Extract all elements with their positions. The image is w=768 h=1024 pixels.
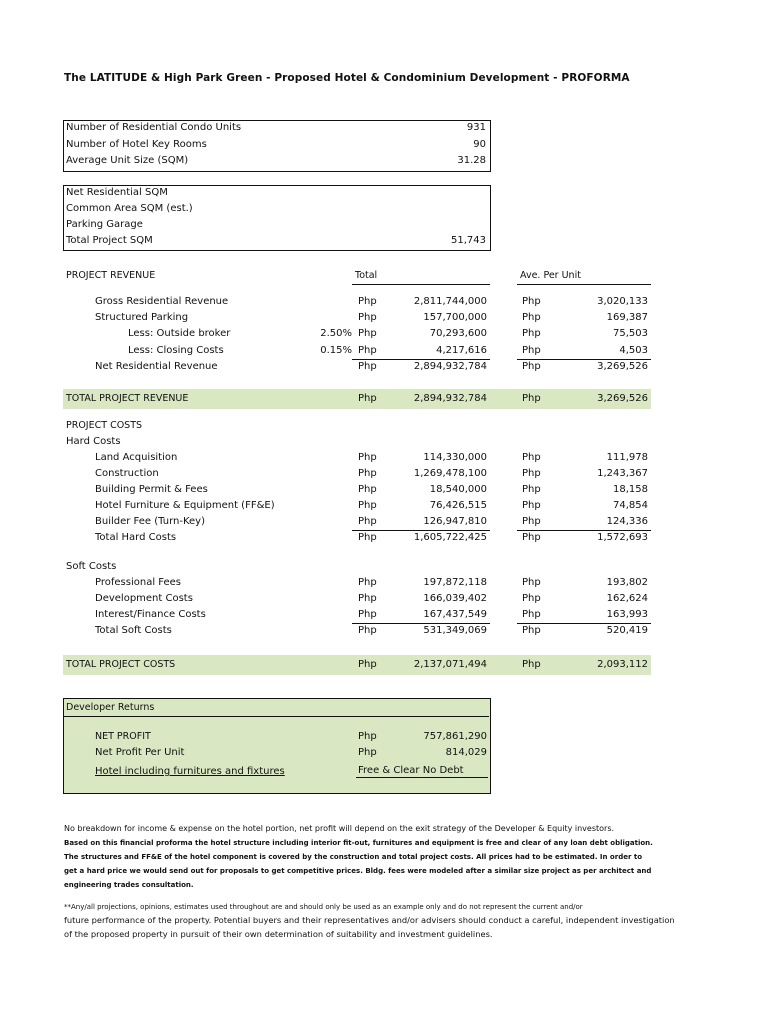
subtotal-rule [352, 359, 490, 360]
net-profit-label: NET PROFIT [95, 731, 151, 742]
row-label: Hotel Furniture & Equipment (FF&E) [95, 500, 275, 511]
row-label: Less: Outside broker [128, 328, 231, 339]
row-avg: 193,802 [606, 577, 648, 588]
row-currency: Php [522, 577, 541, 588]
row-avg: 111,978 [606, 452, 648, 463]
row-currency: Php [522, 532, 541, 543]
row-currency: Php [522, 625, 541, 636]
row-currency: Php [522, 345, 541, 356]
returns-header-rule [64, 716, 489, 717]
returns-header: Developer Returns [66, 702, 155, 713]
row-currency: Php [522, 452, 541, 463]
row-label: Builder Fee (Turn-Key) [95, 516, 205, 527]
total-costs-avg: 2,093,112 [597, 659, 648, 670]
note-line: The structures and FF&E of the hotel component is covered by the construction and total project costs. All prices had to be estimated. In order to [64, 853, 642, 861]
summary-label: Number of Hotel Key Rooms [66, 139, 207, 150]
row-label: Less: Closing Costs [128, 345, 224, 356]
row-currency: Php [522, 484, 541, 495]
row-currency: Php [358, 532, 377, 543]
row-avg: 1,572,693 [597, 532, 648, 543]
header-rule [352, 284, 490, 285]
row-currency: Php [358, 659, 377, 670]
row-label: Interest/Finance Costs [95, 609, 206, 620]
row-total: 1,269,478,100 [413, 468, 487, 479]
total-costs-label: TOTAL PROJECT COSTS [66, 659, 176, 670]
row-total: 166,039,402 [423, 593, 487, 604]
row-currency: Php [522, 296, 541, 307]
page-title: The LATITUDE & High Park Green - Proposed Hotel & Condominium Development - PROFORMA [64, 72, 630, 84]
costs-section-label: PROJECT COSTS [66, 420, 143, 431]
row-total: 70,293,600 [429, 328, 487, 339]
row-currency: Php [358, 500, 377, 511]
note-line: get a hard price we would send out for proposals to get competitive prices. Bldg. fees were modeled after a similar size project as per architect and [64, 867, 652, 875]
summary-value: 90 [473, 139, 486, 150]
row-currency: Php [358, 731, 377, 742]
row-currency: Php [358, 747, 377, 758]
net-profit-per-unit-label: Net Profit Per Unit [95, 747, 185, 758]
total-revenue-value: 2,894,932,784 [413, 393, 487, 404]
row-currency: Php [522, 393, 541, 404]
subtotal-rule [517, 530, 651, 531]
area-label: Net Residential SQM [66, 187, 168, 198]
hard-costs-label: Hard Costs [66, 436, 121, 447]
revenue-section-label: PROJECT REVENUE [66, 270, 156, 281]
total-costs-value: 2,137,071,494 [413, 659, 487, 670]
row-avg: 169,387 [606, 312, 648, 323]
row-currency: Php [522, 500, 541, 511]
row-currency: Php [358, 393, 377, 404]
summary-label: Average Unit Size (SQM) [66, 155, 189, 166]
row-avg: 18,158 [613, 484, 648, 495]
hotel-label: Hotel including furnitures and fixtures [95, 766, 285, 777]
row-total: 167,437,549 [423, 609, 487, 620]
row-avg: 1,243,367 [597, 468, 648, 479]
row-avg: 4,503 [619, 345, 648, 356]
row-avg: 75,503 [613, 328, 648, 339]
row-label: Net Residential Revenue [95, 361, 218, 372]
row-total: 1,605,722,425 [413, 532, 487, 543]
row-currency: Php [522, 516, 541, 527]
hotel-value: Free & Clear No Debt [358, 765, 464, 776]
subtotal-rule [517, 359, 651, 360]
note-line: No breakdown for income & expense on the hotel portion, net profit will depend on the exit strategy of the Developer & Equity investors. [64, 824, 615, 833]
summary-value: 31.28 [457, 155, 486, 166]
row-total: 18,540,000 [429, 484, 487, 495]
total-revenue-label: TOTAL PROJECT REVENUE [66, 393, 189, 404]
row-currency: Php [358, 625, 377, 636]
row-total: 157,700,000 [423, 312, 487, 323]
row-avg: 520,419 [606, 625, 648, 636]
row-currency: Php [358, 577, 377, 588]
soft-costs-label: Soft Costs [66, 561, 117, 572]
row-total: 76,426,515 [429, 500, 487, 511]
row-total: 114,330,000 [423, 452, 487, 463]
col-total-header: Total [355, 270, 378, 281]
row-currency: Php [522, 609, 541, 620]
row-label: Professional Fees [95, 577, 181, 588]
row-label: Gross Residential Revenue [95, 296, 229, 307]
subtotal-rule [517, 623, 651, 624]
summary-value: 931 [466, 122, 486, 133]
row-total: 126,947,810 [423, 516, 487, 527]
row-total: 531,349,069 [423, 625, 487, 636]
net-profit-per-unit-value: 814,029 [445, 747, 487, 758]
row-currency: Php [522, 328, 541, 339]
row-label: Land Acquisition [95, 452, 178, 463]
row-currency: Php [522, 468, 541, 479]
row-currency: Php [358, 516, 377, 527]
row-label: Construction [95, 468, 159, 479]
subtotal-rule [352, 623, 490, 624]
row-avg: 162,624 [606, 593, 648, 604]
row-currency: Php [358, 312, 377, 323]
col-avg-header: Ave. Per Unit [520, 270, 581, 281]
row-percent: 2.50% [320, 328, 352, 339]
total-revenue-avg: 3,269,526 [597, 393, 648, 404]
subtotal-rule [352, 530, 490, 531]
row-avg: 163,993 [606, 609, 648, 620]
summary-label: Number of Residential Condo Units [66, 122, 242, 133]
row-total: 2,811,744,000 [413, 296, 487, 307]
note-line: of the proposed property in pursuit of their own determination of suitability and investment guidelines. [64, 929, 493, 939]
row-percent: 0.15% [320, 345, 352, 356]
net-profit-value: 757,861,290 [423, 731, 487, 742]
row-currency: Php [358, 468, 377, 479]
row-currency: Php [522, 659, 541, 670]
row-currency: Php [358, 452, 377, 463]
area-value: 51,743 [451, 235, 486, 246]
note-line: future performance of the property. Potential buyers and their representatives and/or advisers should conduct a careful, independent investigation [64, 915, 675, 925]
hotel-value-rule [356, 777, 488, 778]
row-avg: 3,269,526 [597, 361, 648, 372]
row-total: 2,894,932,784 [413, 361, 487, 372]
row-currency: Php [522, 361, 541, 372]
row-currency: Php [522, 312, 541, 323]
row-label: Development Costs [95, 593, 193, 604]
row-label: Building Permit & Fees [95, 484, 208, 495]
row-currency: Php [358, 361, 377, 372]
note-line: **Any/all projections, opinions, estimates used throughout are and should only be used as an example only and do not represent the current and/or [64, 903, 583, 911]
row-currency: Php [358, 484, 377, 495]
row-currency: Php [358, 296, 377, 307]
row-avg: 74,854 [613, 500, 648, 511]
note-line: Based on this financial proforma the hotel structure including interior fit-out, furnitures and equipment is free and clear of any loan debt obligation. [64, 839, 653, 847]
header-rule [517, 284, 651, 285]
row-label: Total Hard Costs [95, 532, 177, 543]
area-label: Parking Garage [66, 219, 143, 230]
row-currency: Php [358, 593, 377, 604]
row-currency: Php [522, 593, 541, 604]
row-avg: 124,336 [606, 516, 648, 527]
row-currency: Php [358, 609, 377, 620]
row-avg: 3,020,133 [597, 296, 648, 307]
row-label: Total Soft Costs [95, 625, 172, 636]
note-line: engineering trades consultation. [64, 881, 194, 889]
row-total: 4,217,616 [436, 345, 487, 356]
row-total: 197,872,118 [423, 577, 487, 588]
area-label: Total Project SQM [66, 235, 153, 246]
row-currency: Php [358, 328, 377, 339]
row-label: Structured Parking [95, 312, 189, 323]
row-currency: Php [358, 345, 377, 356]
area-label: Common Area SQM (est.) [66, 203, 193, 214]
